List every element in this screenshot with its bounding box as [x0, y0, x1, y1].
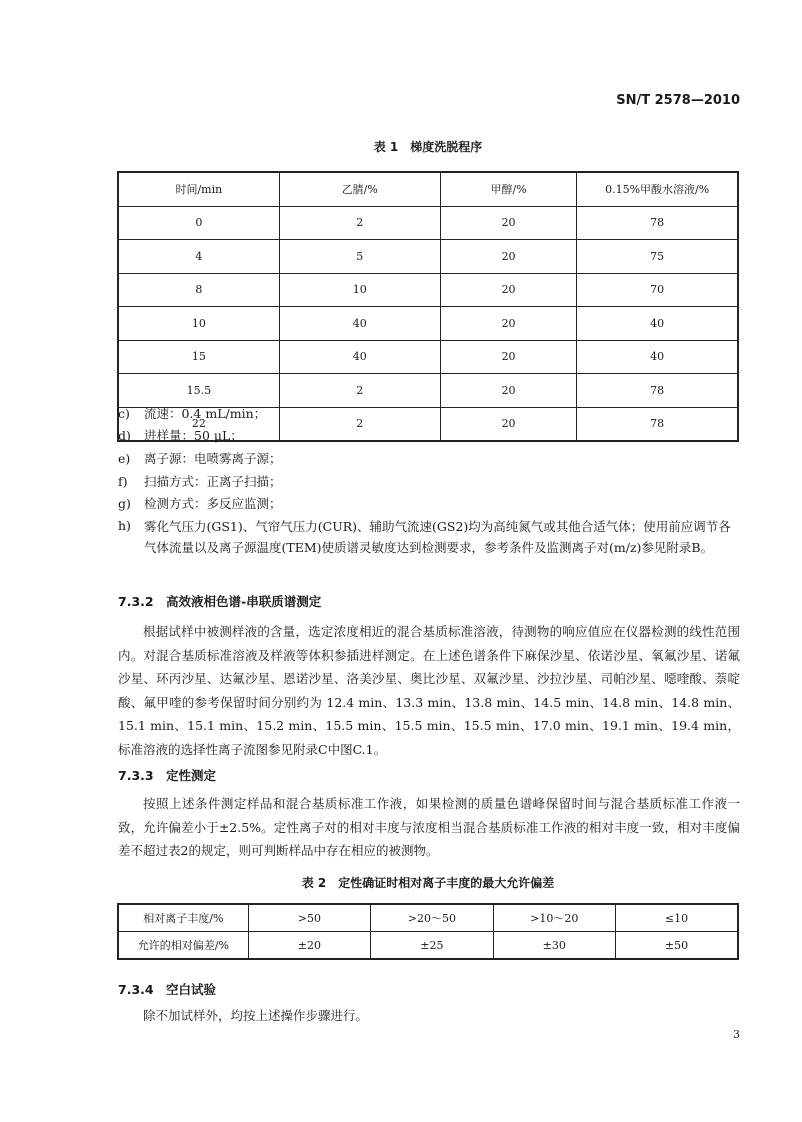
condition-text: 检测方式：多反应监测； — [144, 496, 282, 511]
condition-label: g) — [118, 496, 131, 511]
page-number: 3 — [733, 1028, 740, 1041]
gradient-table — [117, 171, 739, 442]
condition-label: d) — [118, 428, 131, 443]
table-header-row — [118, 172, 738, 206]
table-cell: 70 — [577, 273, 738, 307]
section-paragraph: 根据试样中被测样液的含量，选定浓度相近的混合基质标准溶液，待测物的响应值应在仪器检测的线性范围内。对混合基质标准溶液及样液等体积参插进样测定。在上述色谱条件下麻保沙星、依诺沙星、氧氟沙星、诺氟沙星、环丙沙星、达氟沙星、恩诺沙星、洛美沙星、奥比沙星、双氟沙星、沙拉沙星、司帕沙星、噁喹酸、萘啶酸、氟甲喹的参考保留时间分别约为 12.4 min、13.3 min、13.8 min、14.5 min、14.8 min、14.8 min、15.1 min、15.1 min、15.2 min、15.5 min、15.5 min、15.5 min、17.0 min、19.1 min、19.4 min，标准溶液的选择性离子流图参见附录C中图C.1。 — [118, 624, 740, 757]
table-cell: 5 — [279, 240, 440, 274]
condition-label: f) — [118, 474, 128, 489]
condition-label: e) — [118, 451, 131, 466]
table-cell: >20～50 — [371, 904, 493, 932]
header-cell: 0.15%甲酸水溶液/% — [577, 172, 738, 206]
condition-item — [118, 516, 740, 558]
condition-item — [118, 404, 266, 424]
table-cell: 15.5 — [118, 374, 279, 408]
table-row — [118, 340, 738, 374]
row-header-cell: 相对离子丰度/% — [118, 904, 248, 932]
table-cell: 20 — [440, 374, 576, 408]
section-title: 定性测定 — [166, 768, 217, 783]
section-number: 7.3.4 — [118, 982, 154, 997]
section-heading — [118, 766, 216, 784]
table-cell: >50 — [248, 904, 370, 932]
condition-text: 离子源：电喷雾离子源； — [144, 451, 282, 466]
table-cell: 20 — [440, 407, 576, 441]
table1-caption: 表 1 梯度洗脱程序 — [373, 140, 483, 154]
header-cell: 乙腈/% — [279, 172, 440, 206]
section-heading — [118, 980, 216, 998]
section-number: 7.3.3 — [118, 768, 154, 783]
table-cell: 20 — [440, 340, 576, 374]
section-number: 7.3.2 — [118, 594, 154, 609]
table-row — [118, 374, 738, 408]
section-paragraph: 除不加试样外，均按上述操作步骤进行。 — [143, 1008, 369, 1023]
table-row — [118, 932, 738, 960]
condition-text: 雾化气压力(GS1)、气帘气压力(CUR)、辅助气流速(GS2)均为高纯氮气或其他合适气体；使用前应调节各气体流量以及离子源温度(TEM)使质谱灵敏度达到检测要求，参考条件及监测离子对(m/z)参见附录B。 — [144, 519, 731, 555]
condition-item — [118, 449, 282, 469]
table-cell: ±30 — [493, 932, 615, 960]
table-cell: 2 — [279, 374, 440, 408]
table-row — [118, 240, 738, 274]
condition-text: 扫描方式：正离子扫描； — [144, 474, 282, 489]
table-cell: >10～20 — [493, 904, 615, 932]
table-cell: 8 — [118, 273, 279, 307]
table-cell: 20 — [440, 273, 576, 307]
table-row — [118, 307, 738, 341]
table-cell: 78 — [577, 206, 738, 240]
condition-label: c) — [118, 406, 130, 421]
condition-text: 进样量：50 μL； — [144, 428, 243, 443]
table-cell: 10 — [118, 307, 279, 341]
table-cell: 10 — [279, 273, 440, 307]
table-cell: ±25 — [371, 932, 493, 960]
table-cell: 15 — [118, 340, 279, 374]
table-cell: 40 — [577, 340, 738, 374]
table2-caption: 表 2 定性确证时相对离子丰度的最大允许偏差 — [301, 876, 555, 890]
table-row — [118, 904, 738, 932]
condition-item — [118, 472, 282, 492]
table-row — [118, 206, 738, 240]
table-row — [118, 273, 738, 307]
row-header-cell: 允许的相对偏差/% — [118, 932, 248, 960]
table-cell: ≤10 — [616, 904, 739, 932]
table-cell: 75 — [577, 240, 738, 274]
header-cell: 时间/min — [118, 172, 279, 206]
condition-label: h) — [118, 518, 131, 533]
table-cell: 40 — [279, 307, 440, 341]
condition-item — [118, 494, 282, 514]
section-paragraph: 按照上述条件测定样品和混合基质标准工作液，如果检测的质量色谱峰保留时间与混合基质标准工作液一致，允许偏差小于±2.5%。定性离子对的相对丰度与浓度相当混合基质标准工作液的相对丰度一致，相对丰度偏差不超过表2的规定，则可判断样品中存在相应的被测物。 — [118, 796, 740, 858]
table-cell: 2 — [279, 206, 440, 240]
section-title: 高效液相色谱-串联质谱测定 — [166, 594, 322, 609]
condition-item — [118, 426, 243, 446]
table-cell: 20 — [440, 206, 576, 240]
table-cell: 20 — [440, 307, 576, 341]
ion-abundance-table — [117, 903, 739, 960]
table-cell: 40 — [577, 307, 738, 341]
table-cell: 78 — [577, 374, 738, 408]
table-cell: ±50 — [616, 932, 739, 960]
header-cell: 甲醇/% — [440, 172, 576, 206]
condition-text: 流速：0.4 mL/min； — [144, 406, 267, 421]
table-cell: 22 — [118, 407, 279, 441]
table-cell: 40 — [279, 340, 440, 374]
standard-number: SN/T 2578—2010 — [616, 93, 740, 108]
section-title: 空白试验 — [166, 982, 217, 997]
table-cell: 0 — [118, 206, 279, 240]
table-cell: 78 — [577, 407, 738, 441]
table-cell: ±20 — [248, 932, 370, 960]
section-heading — [118, 592, 321, 610]
table-cell: 2 — [279, 407, 440, 441]
table-cell: 4 — [118, 240, 279, 274]
table-cell: 20 — [440, 240, 576, 274]
